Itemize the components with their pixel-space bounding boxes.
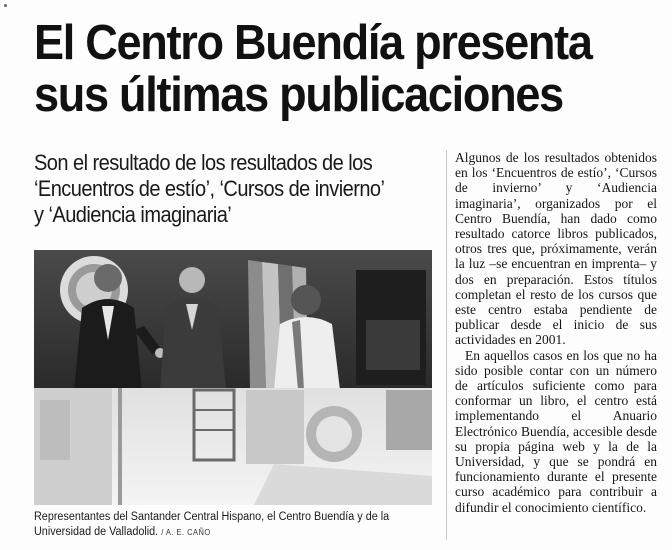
headline — [34, 17, 604, 121]
news-photo — [34, 250, 432, 505]
caption-text: Representantes del Santander Central Hispano, el Centro Buendía y de la Universidad de Valladolid. — [34, 511, 390, 538]
body-paragraph-1: Algunos de los resultados obtenidos en los ‘Encuentros de estío’, ‘Cursos de invierno’ y ‘Audiencia imaginaria’, organizados por el Centro Buendía, han dado como resultado catorce libros publicados, otros tres que, próximamente, verán la luz –se encuentran en imprenta– y dos en preparación. Estos títulos completan el resto de los cursos que este centro estaba pendiente de publicar desde el inicio de sus actividades en 2001. — [455, 150, 657, 348]
headline-line-2: sus últimas publicaciones — [34, 68, 563, 122]
photo-illustration — [34, 250, 432, 505]
circular-object — [306, 406, 362, 462]
subheadline: Son el resultado de los resultados de los ‘Encuentros de estío’, ‘Cursos de invierno’ y ‘Audiencia imaginaria’ — [34, 150, 384, 227]
scan-mark — [4, 4, 7, 7]
body-paragraph-2: En aquellos casos en los que no ha sido posible contar con un número de artículos suficiente como para conformar un libro, el centro está implementando el Anuario Electrónico Buendía, accesible desde su propia página web y la de la Universidad, y que se pondrá en funcionamiento durante el presente curso académico para contribuir a difundir el conocimiento científico. — [455, 347, 657, 515]
column-divider — [446, 150, 447, 540]
photo-credit: / A. E. CAÑO — [161, 528, 211, 537]
headline-line-1: El Centro Buendía presenta — [34, 16, 592, 70]
photo-caption — [34, 510, 415, 540]
article-body — [455, 150, 657, 515]
